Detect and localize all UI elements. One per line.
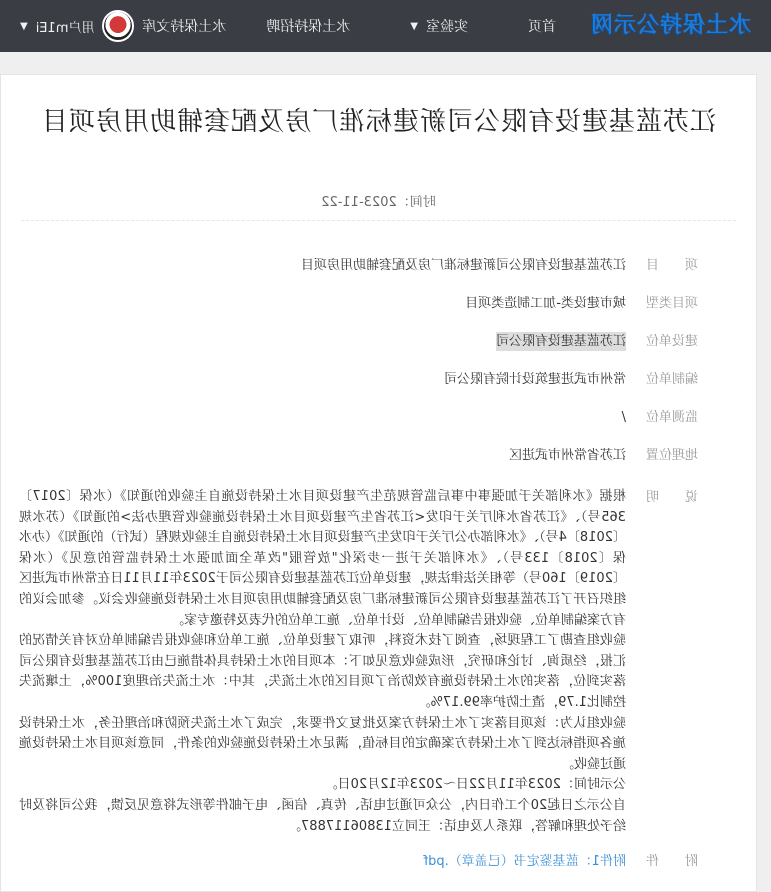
field-row-monitor xyxy=(0,407,756,445)
field-label: 编制单位 xyxy=(645,372,698,387)
field-label: 建设单位 xyxy=(645,334,698,349)
nav-lab[interactable]: 实验室 ▼ xyxy=(410,19,468,35)
nav-library[interactable]: 水土保持文库 xyxy=(142,19,227,35)
article-card xyxy=(0,74,757,892)
description-text: 根据《水利部关于加强事中事后监管规范生产建设项目水土保持设施自主验收的通知》（水保〔2017〕365号）、《江苏省水利厅关于印发<江苏省生产建设项目水土保持设施验收管理办法>的通知》（苏水规〔2018〕4号）、《水利部办公厅关于印发生产建设项目水土保持设施自主验收规程（试行）的通知》（办水保〔2018〕133号）、《水利部关于进一步深化"放管服"改革全面加强水土保持监管的意见》（水保〔2019〕160号）等相关法律法规，建设单位江苏蓝基建设有限公司于2023年11月11日在常州市武进区组织召开了江苏蓝基建设有限公司新建标准厂房及配套辅助用房项目水土保持设施验收会议。参加会议的有方案编制单位、验收报告编制单位、设计单位、施工单位的代表及特邀专家。 验收组查勘了工程现场，查阅了技术资料，听取了建设单位、施工单位和验收报告编制单位对有关情况的汇报，经质询、讨论和研究，形成验收意见如下：本项目的水土保持具体措施已由江苏蓝基建设有限公司落实到位，落实的水土保持设施有效防治了项目区的水土流失，其中：水土流失治理度100%，土壤流失控制比1.79，渣土防护率99.17%。 验收组认为：该项目落实了水土保持方案及批复文件要求，完成了水土流失预防和治理任务，水土保持设施各项指标达到了水土保持方案确定的目标值，满足水土保持设施验收的条件，同意该项目水土保持设施通过验收。 公示时间：2023年11月22日～2023年12月20日。 自公示之日起20个工作日内，公众可通过电话、传真、信函、电子邮件等形式将意见反馈，我公司将及时给予处理和解答，联系人及电话：王同立13806117887。 xyxy=(19,489,626,834)
publish-date: 时间：2023-11-22 xyxy=(321,195,436,210)
top-navbar xyxy=(0,0,771,52)
field-row-description xyxy=(0,487,756,837)
username[interactable]: 用户m1Ei xyxy=(35,20,95,36)
info-table xyxy=(0,255,756,889)
field-value xyxy=(0,331,664,353)
field-row-type xyxy=(0,293,756,331)
site-logo[interactable]: 水土保持公示网 xyxy=(589,12,751,38)
field-row-attachment xyxy=(0,851,756,889)
field-row-builder xyxy=(0,331,756,369)
field-value xyxy=(0,851,664,873)
highlighted-text: 江苏蓝基建设有限公司 xyxy=(495,334,626,349)
attachment-link[interactable]: 附件1：蓝基鉴定书（已盖章）.pdf xyxy=(423,854,626,870)
field-row-compiler xyxy=(0,369,756,407)
page-title: 江苏蓝基建设有限公司新建标准厂房及配套辅助用房项目 xyxy=(40,107,716,137)
chevron-down-icon: ▼ xyxy=(20,20,28,32)
field-value: 城市建设类-加工制造类项目 xyxy=(465,296,626,311)
field-value: / xyxy=(621,410,626,425)
field-label: 附 件 xyxy=(645,854,698,870)
field-label: 项目类型 xyxy=(645,296,698,311)
field-row-location xyxy=(0,445,756,483)
nav-home[interactable]: 首页 xyxy=(528,19,556,35)
user-menu[interactable] xyxy=(20,10,134,42)
chevron-down-icon: ▼ xyxy=(410,20,418,32)
field-label: 项 目 xyxy=(645,258,698,273)
field-value: 常州市武进建筑设计院有限公司 xyxy=(443,372,626,387)
avatar[interactable] xyxy=(102,10,134,42)
field-value: 江苏省常州市武进区 xyxy=(508,448,626,463)
nav-links xyxy=(82,0,556,52)
field-value: 江苏蓝基建设有限公司新建标准厂房及配套辅助用房项目 xyxy=(300,258,626,273)
divider xyxy=(21,220,736,221)
field-label: 说 明 xyxy=(645,490,698,505)
field-label: 地理位置 xyxy=(645,448,698,463)
field-label: 监测单位 xyxy=(645,410,698,425)
nav-recruitment[interactable]: 水土保持招聘 xyxy=(266,19,351,35)
field-row-project xyxy=(0,255,756,293)
